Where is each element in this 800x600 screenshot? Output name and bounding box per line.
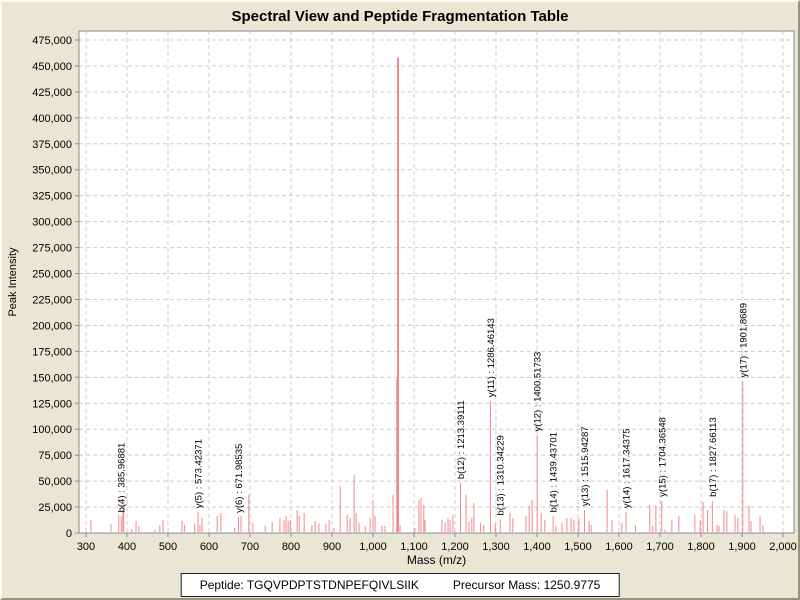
x-tick-label: 600 — [199, 541, 219, 553]
x-tick-label: 1,100 — [400, 541, 428, 553]
x-axis-title: Mass (m/z) — [406, 553, 467, 567]
x-tick-label: 1,800 — [687, 541, 715, 553]
y-tick-label: 400,000 — [32, 112, 72, 125]
x-tick-label: 1,500 — [564, 541, 592, 553]
x-tick-label: 1,400 — [523, 541, 551, 553]
x-tick-label: 1,200 — [441, 541, 469, 553]
peak-annotation: y(17) : 1901.8689 — [738, 302, 750, 378]
y-axis-title: Peak Intensity — [7, 247, 19, 317]
peak-annotation: b(4) : 385.96881 — [116, 442, 128, 513]
y-tick-label: 350,000 — [32, 164, 72, 177]
peak-annotation: b(12) : 1213.39111 — [455, 400, 467, 480]
spectrum-chart[interactable] — [2, 2, 800, 600]
peak-annotation: y(5) : 573.42371 — [193, 439, 205, 509]
y-tick-label: 0 — [65, 528, 72, 540]
y-tick-label: 425,000 — [32, 86, 72, 99]
y-tick-label: 450,000 — [32, 60, 72, 73]
y-tick-label: 300,000 — [32, 216, 72, 229]
x-tick-label: 300 — [76, 541, 96, 553]
y-tick-label: 225,000 — [32, 294, 72, 307]
x-tick-label: 400 — [117, 541, 137, 553]
x-tick-label: 1,000 — [359, 541, 387, 553]
y-tick-label: 200,000 — [32, 320, 72, 333]
y-tick-label: 475,000 — [32, 35, 72, 47]
peak-annotation: b(13) : 1310.34229 — [495, 435, 507, 516]
y-tick-label: 250,000 — [32, 268, 72, 281]
peak-annotation: y(12) : 1400.51733 — [532, 351, 544, 432]
peak-annotation: y(13) : 1515.94287 — [580, 426, 592, 507]
peak-annotation: y(11) : 1286.46143 — [485, 318, 497, 398]
peak-annotation: y(14) : 1617.34375 — [621, 428, 633, 509]
peak-annotation: b(17) : 1827.66113 — [707, 417, 719, 497]
precursor-mass: Precursor Mass: 1250.9775 — [452, 578, 601, 592]
x-tick-label: 1,600 — [605, 541, 633, 553]
x-tick-label: 1,900 — [728, 541, 756, 553]
y-tick-label: 325,000 — [32, 190, 72, 203]
peak-annotation: y(15) : 1704.36548 — [657, 417, 669, 497]
y-tick-label: 125,000 — [32, 398, 72, 411]
y-tick-label: 75,000 — [38, 450, 72, 463]
y-tick-label: 275,000 — [32, 242, 72, 255]
y-tick-label: 50,000 — [38, 476, 72, 489]
x-tick-label: 700 — [240, 541, 260, 553]
x-tick-label: 1,700 — [646, 541, 674, 553]
x-tick-label: 900 — [322, 541, 342, 553]
x-tick-label: 2,000 — [769, 541, 797, 553]
plot-area — [79, 31, 794, 533]
y-tick-label: 375,000 — [32, 138, 72, 151]
x-tick-label: 1,300 — [482, 541, 510, 553]
y-tick-label: 25,000 — [38, 502, 72, 515]
y-tick-label: 150,000 — [32, 372, 72, 385]
peak-annotation: b(14) : 1439.43701 — [548, 432, 560, 513]
peak-annotation: y(6) : 671.98535 — [234, 443, 246, 513]
page-title: Spectral View and Peptide Fragmentation Table — [231, 8, 569, 25]
peptide-sequence: Peptide: TGQVPDPTSTDNPEFQIVLSIIK — [199, 578, 419, 592]
y-tick-label: 175,000 — [32, 346, 72, 359]
peptide-info-box — [181, 573, 620, 597]
x-tick-label: 800 — [281, 541, 301, 553]
y-tick-label: 100,000 — [32, 424, 72, 437]
x-tick-label: 500 — [158, 541, 178, 553]
